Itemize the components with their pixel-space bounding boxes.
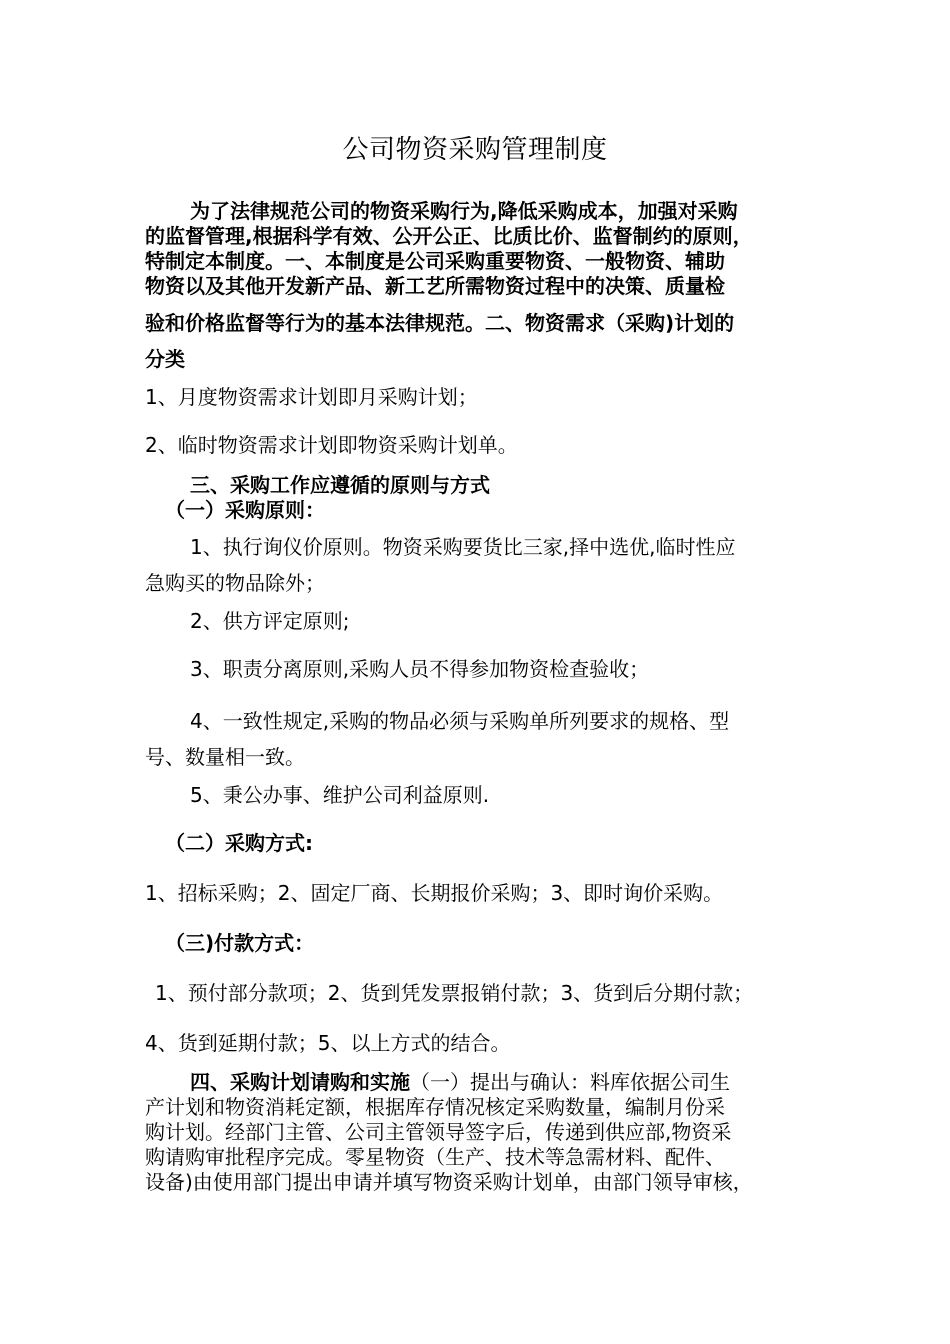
text-line: 为了法律规范公司的物资采购行为,降低采购成本，加强对采购 (190, 199, 738, 223)
text-line: 物资以及其他开发新产品、新工艺所需物资过程中的决策、质量检 (145, 274, 725, 298)
text-line: 购计划。经部门主管、公司主管领导签字后，传递到供应部,物资采 (145, 1120, 732, 1144)
subsection-heading: （二）采购方式: (165, 831, 313, 855)
payment-line: 1、预付部分款项；2、货到凭发票报销付款；3、货到后分期付款； (155, 981, 754, 1005)
text-line: 验和价格监督等行为的基本法律规范。二、物资需求（采购)计划的 (145, 311, 735, 335)
section4-first-line (190, 1069, 730, 1095)
text-line: 分类 (145, 347, 185, 371)
payment-line: 4、货到延期付款；5、以上方式的结合。 (145, 1031, 511, 1055)
principle-line: 急购买的物品除外； (145, 571, 325, 595)
document-title: 公司物资采购管理制度 (342, 135, 608, 165)
principle-line: 5、秉公办事、维护公司利益原则. (190, 783, 490, 807)
subsection-heading: （三)付款方式： (165, 931, 315, 955)
principle-line: 1、执行询仪价原则。物资采购要货比三家,择中选优,临时性应 (190, 535, 736, 559)
methods-line: 1、招标采购；2、固定厂商、长期报价采购；3、即时询价采购。 (145, 881, 724, 905)
plan-type-item: 2、临时物资需求计划即物资采购计划单。 (145, 433, 518, 457)
principle-line: 2、供方评定原则; (190, 609, 350, 633)
principle-line: 号、数量相一致。 (145, 745, 305, 769)
section4-text: （一）提出与确认：料库依据公司生 (410, 1070, 730, 1094)
text-line: 特制定本制度。一、本制度是公司采购重要物资、一般物资、辅助 (145, 249, 725, 273)
section-heading: 三、采购工作应遵循的原则与方式 (190, 473, 490, 497)
text-line: 购请购审批程序完成。零星物资（生产、技术等急需材料、配件、 (145, 1145, 725, 1169)
subsection-heading: （一）采购原则： (165, 498, 325, 522)
principle-line: 4、一致性规定,采购的物品必须与采购单所列要求的规格、型 (190, 709, 730, 733)
text-line: 设备)由使用部门提出申请并填写物资采购计划单，由部门领导审核， (145, 1170, 753, 1194)
principle-line: 3、职责分离原则,采购人员不得参加物资检查验收； (190, 657, 650, 681)
plan-type-item: 1、月度物资需求计划即月采购计划； (145, 385, 478, 409)
text-line: 产计划和物资消耗定额，根据库存情况核定采购数量，编制月份采 (145, 1095, 725, 1119)
text-line: 的监督管理,根据科学有效、公开公正、比质比价、监督制约的原则， (145, 224, 753, 248)
section-heading: 四、采购计划请购和实施 (190, 1070, 410, 1094)
